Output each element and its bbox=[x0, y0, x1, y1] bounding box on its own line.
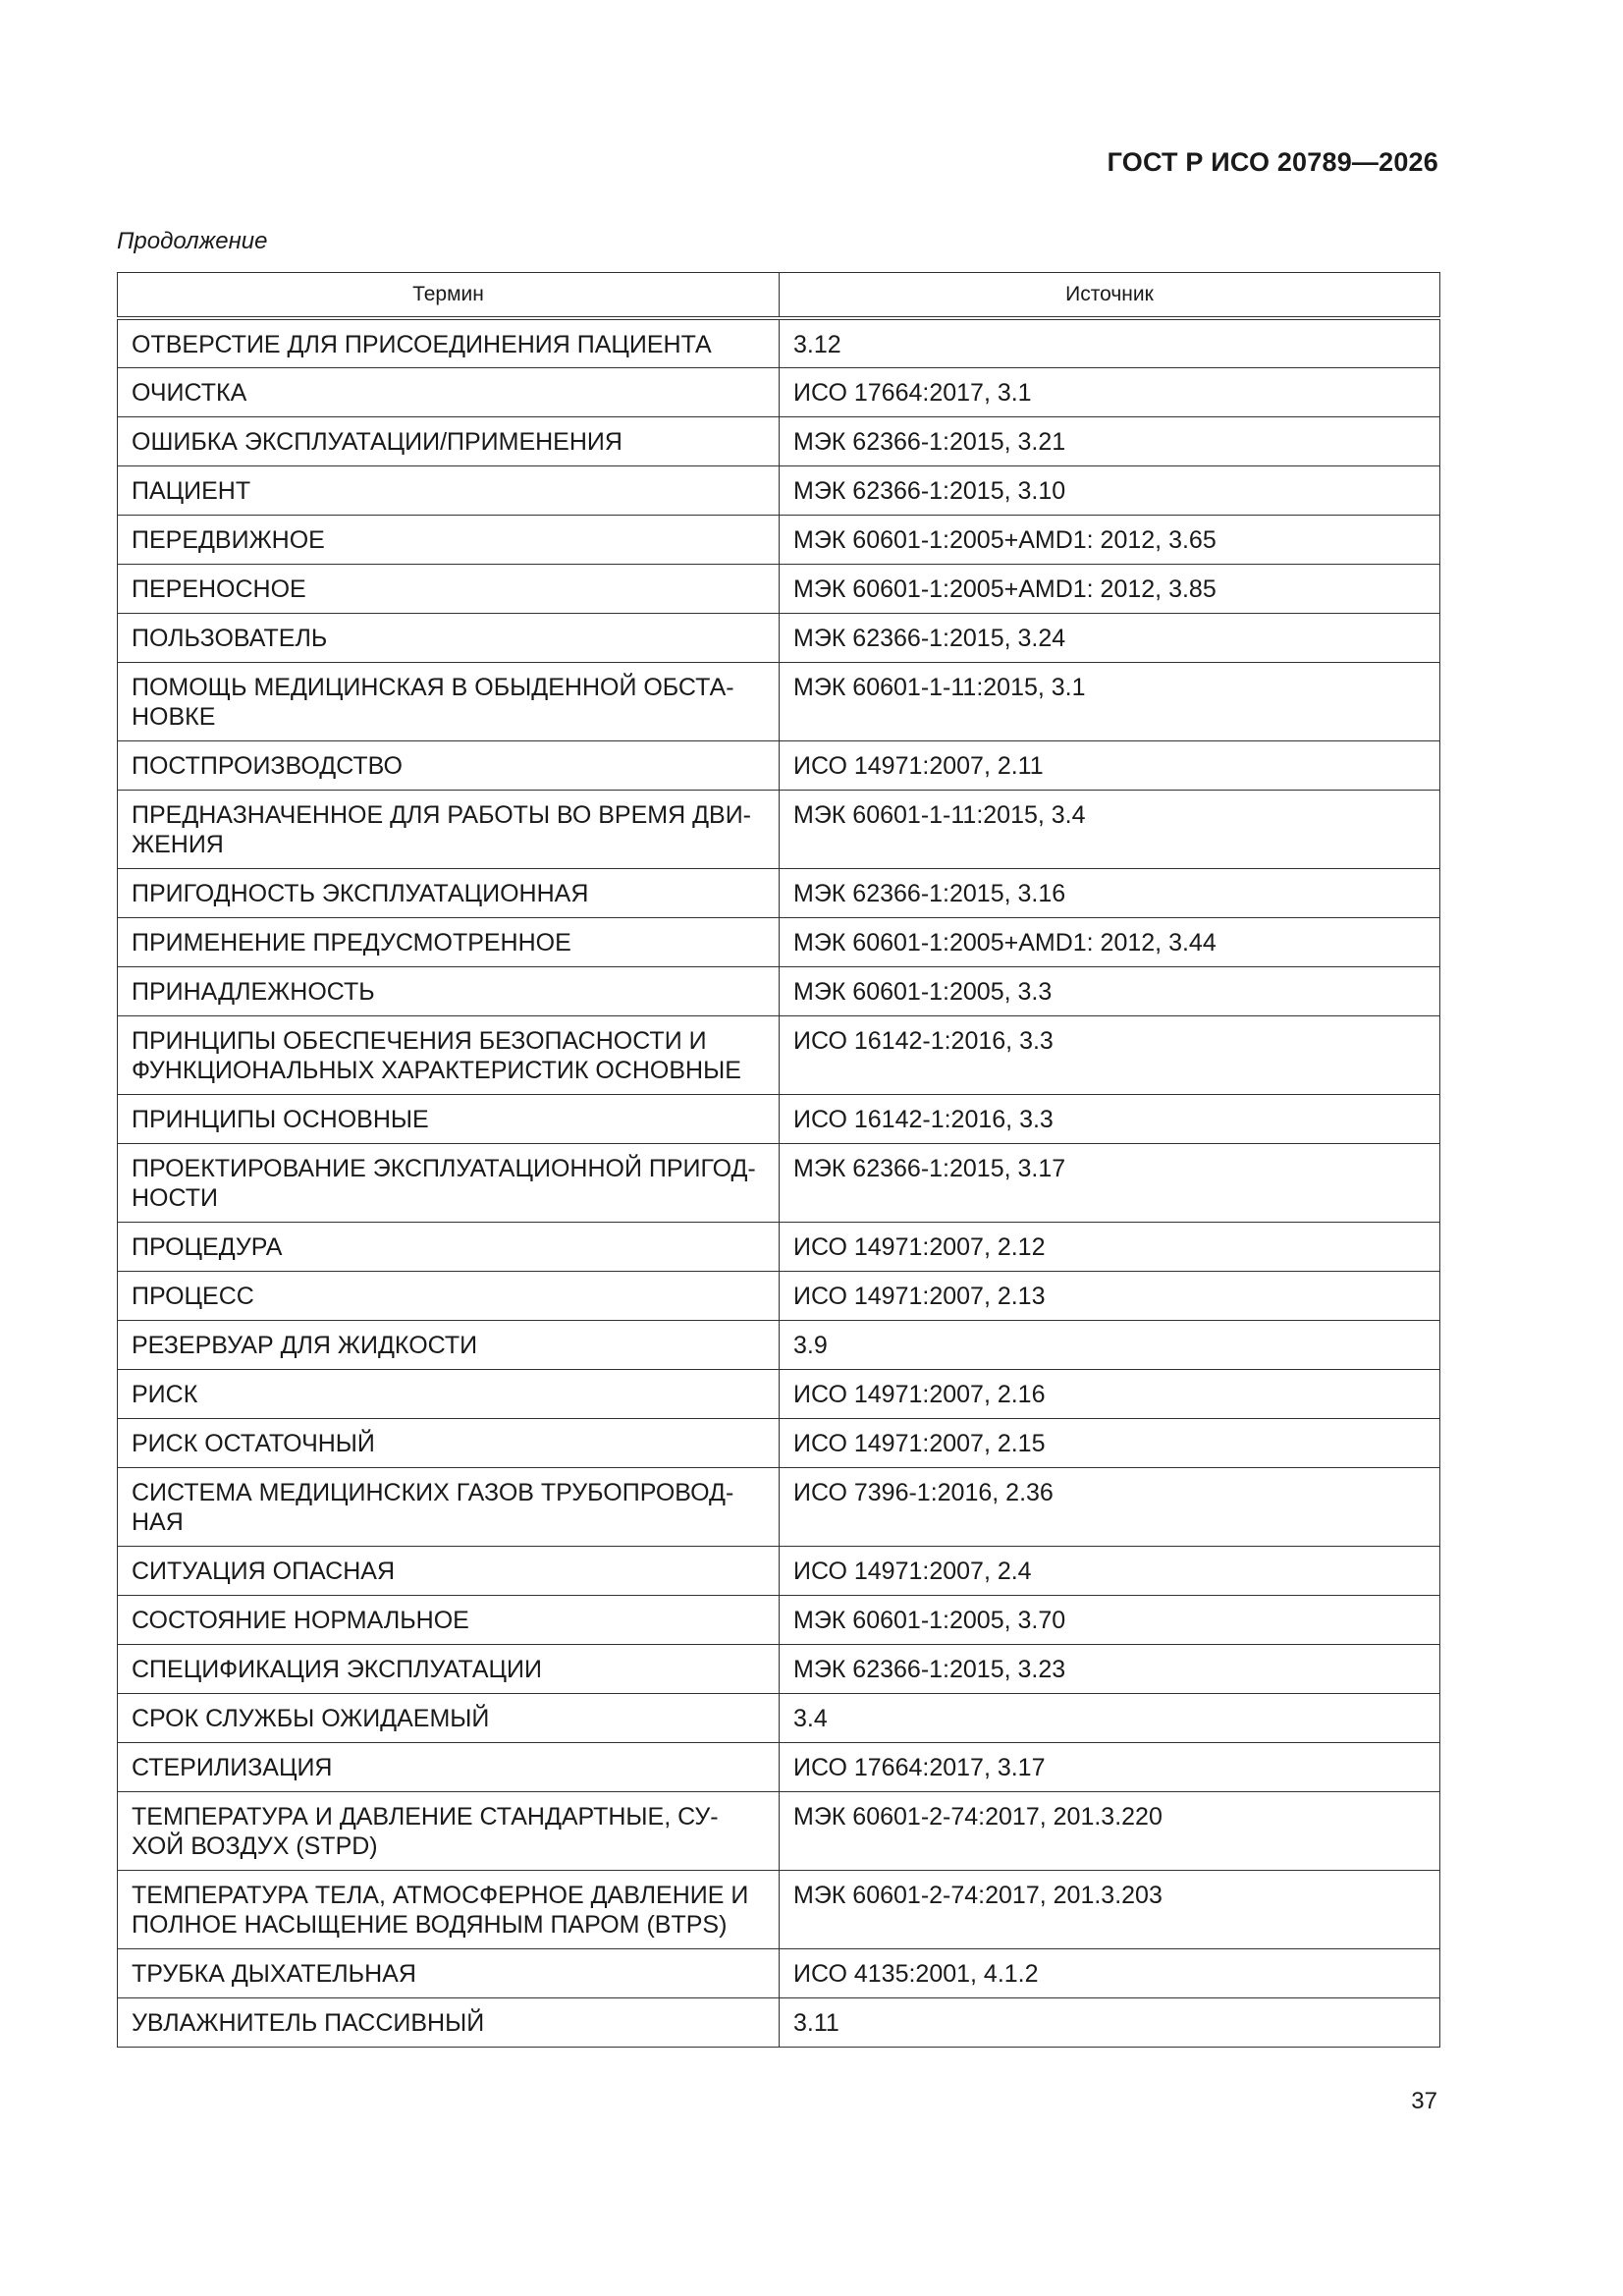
term-cell: ПРИМЕНЕНИЕ ПРЕДУСМОТРЕННОЕ bbox=[118, 917, 780, 966]
table-row bbox=[118, 917, 1440, 966]
terms-table bbox=[117, 272, 1440, 2048]
source-cell: МЭК 62366-1:2015, 3.10 bbox=[780, 465, 1440, 515]
source-cell: МЭК 60601-1:2005+AMD1: 2012, 3.85 bbox=[780, 564, 1440, 613]
table-row bbox=[118, 515, 1440, 564]
term-cell: ОШИБКА ЭКСПЛУАТАЦИИ/ПРИМЕНЕНИЯ bbox=[118, 416, 780, 465]
term-cell: ПРИНЦИПЫ ОСНОВНЫЕ bbox=[118, 1094, 780, 1143]
table-row bbox=[118, 1418, 1440, 1467]
term-line: ТЕМПЕРАТУРА И ДАВЛЕНИЕ СТАНДАРТНЫЕ, СУ- bbox=[132, 1802, 719, 1831]
source-cell: МЭК 62366-1:2015, 3.16 bbox=[780, 868, 1440, 917]
table-row bbox=[118, 868, 1440, 917]
column-header-term: Термин bbox=[118, 273, 780, 319]
term-cell bbox=[118, 1870, 780, 1948]
table-row bbox=[118, 1143, 1440, 1222]
term-cell bbox=[118, 790, 780, 868]
table-row bbox=[118, 1791, 1440, 1870]
table-row bbox=[118, 1467, 1440, 1546]
source-cell: ИСО 7396-1:2016, 2.36 bbox=[780, 1467, 1440, 1546]
table-row bbox=[118, 1222, 1440, 1271]
term-cell: ПРОЦЕСС bbox=[118, 1271, 780, 1320]
source-cell: МЭК 62366-1:2015, 3.21 bbox=[780, 416, 1440, 465]
term-line: ПРИНЦИПЫ ОБЕСПЕЧЕНИЯ БЕЗОПАСНОСТИ И bbox=[132, 1026, 707, 1055]
term-cell: СОСТОЯНИЕ НОРМАЛЬНОЕ bbox=[118, 1595, 780, 1644]
term-cell: ПЕРЕДВИЖНОЕ bbox=[118, 515, 780, 564]
source-cell: МЭК 62366-1:2015, 3.17 bbox=[780, 1143, 1440, 1222]
term-cell: ПРОЦЕДУРА bbox=[118, 1222, 780, 1271]
term-line: ХОЙ ВОЗДУХ (STPD) bbox=[132, 1831, 378, 1860]
table-row bbox=[118, 1693, 1440, 1742]
term-cell bbox=[118, 1143, 780, 1222]
table-header-row bbox=[118, 273, 1440, 319]
term-line: ТЕМПЕРАТУРА ТЕЛА, АТМОСФЕРНОЕ ДАВЛЕНИЕ И bbox=[132, 1881, 749, 1909]
term-cell: УВЛАЖНИТЕЛЬ ПАССИВНЫЙ bbox=[118, 1997, 780, 2047]
term-cell: СИТУАЦИЯ ОПАСНАЯ bbox=[118, 1546, 780, 1595]
source-cell: 3.4 bbox=[780, 1693, 1440, 1742]
table-row bbox=[118, 1015, 1440, 1094]
table-row bbox=[118, 1644, 1440, 1693]
term-line: ПРЕДНАЗНАЧЕННОЕ ДЛЯ РАБОТЫ ВО ВРЕМЯ ДВИ- bbox=[132, 800, 752, 829]
table-row bbox=[118, 740, 1440, 790]
table-row bbox=[118, 1870, 1440, 1948]
source-cell: МЭК 60601-2-74:2017, 201.3.203 bbox=[780, 1870, 1440, 1948]
page-number: 37 bbox=[1411, 2088, 1437, 2114]
term-cell: ПОСТПРОИЗВОДСТВО bbox=[118, 740, 780, 790]
term-cell: ПЕРЕНОСНОЕ bbox=[118, 564, 780, 613]
table-body bbox=[118, 318, 1440, 2047]
term-cell bbox=[118, 1791, 780, 1870]
table-row bbox=[118, 318, 1440, 367]
term-cell: РИСК bbox=[118, 1369, 780, 1418]
table-row bbox=[118, 790, 1440, 868]
term-cell bbox=[118, 1467, 780, 1546]
source-cell: ИСО 14971:2007, 2.16 bbox=[780, 1369, 1440, 1418]
term-cell: СПЕЦИФИКАЦИЯ ЭКСПЛУАТАЦИИ bbox=[118, 1644, 780, 1693]
source-cell: 3.9 bbox=[780, 1320, 1440, 1369]
term-cell bbox=[118, 1015, 780, 1094]
term-cell: ОЧИСТКА bbox=[118, 367, 780, 416]
term-cell: РЕЗЕРВУАР ДЛЯ ЖИДКОСТИ bbox=[118, 1320, 780, 1369]
term-cell: СРОК СЛУЖБЫ ОЖИДАЕМЫЙ bbox=[118, 1693, 780, 1742]
source-cell: ИСО 16142-1:2016, 3.3 bbox=[780, 1015, 1440, 1094]
source-cell: ИСО 14971:2007, 2.4 bbox=[780, 1546, 1440, 1595]
table-row bbox=[118, 416, 1440, 465]
table-row bbox=[118, 1369, 1440, 1418]
table-row bbox=[118, 1742, 1440, 1791]
term-cell bbox=[118, 662, 780, 740]
source-cell: МЭК 62366-1:2015, 3.24 bbox=[780, 613, 1440, 662]
term-line: ФУНКЦИОНАЛЬНЫХ ХАРАКТЕРИСТИК ОСНОВНЫЕ bbox=[132, 1056, 741, 1084]
term-line: НАЯ bbox=[132, 1507, 184, 1536]
term-cell: ПРИНАДЛЕЖНОСТЬ bbox=[118, 966, 780, 1015]
table-row bbox=[118, 465, 1440, 515]
table-row bbox=[118, 1948, 1440, 1997]
term-cell: ОТВЕРСТИЕ ДЛЯ ПРИСОЕДИНЕНИЯ ПАЦИЕНТА bbox=[118, 318, 780, 367]
document-code: ГОСТ Р ИСО 20789—2026 bbox=[1107, 147, 1438, 177]
source-cell: ИСО 14971:2007, 2.11 bbox=[780, 740, 1440, 790]
term-line: НОСТИ bbox=[132, 1183, 218, 1212]
source-cell: ИСО 14971:2007, 2.12 bbox=[780, 1222, 1440, 1271]
source-cell: ИСО 17664:2017, 3.1 bbox=[780, 367, 1440, 416]
source-cell: ИСО 4135:2001, 4.1.2 bbox=[780, 1948, 1440, 1997]
term-cell: РИСК ОСТАТОЧНЫЙ bbox=[118, 1418, 780, 1467]
table-row bbox=[118, 367, 1440, 416]
source-cell: МЭК 60601-1:2005, 3.70 bbox=[780, 1595, 1440, 1644]
table-row bbox=[118, 1094, 1440, 1143]
source-cell: ИСО 14971:2007, 2.13 bbox=[780, 1271, 1440, 1320]
source-cell: МЭК 60601-1:2005+AMD1: 2012, 3.65 bbox=[780, 515, 1440, 564]
continuation-label: Продолжение bbox=[117, 228, 268, 254]
term-cell: ТРУБКА ДЫХАТЕЛЬНАЯ bbox=[118, 1948, 780, 1997]
source-cell: ИСО 16142-1:2016, 3.3 bbox=[780, 1094, 1440, 1143]
term-line: СИСТЕМА МЕДИЦИНСКИХ ГАЗОВ ТРУБОПРОВОД- bbox=[132, 1478, 734, 1506]
source-cell: МЭК 60601-1:2005+AMD1: 2012, 3.44 bbox=[780, 917, 1440, 966]
table-row bbox=[118, 613, 1440, 662]
term-cell: ПОЛЬЗОВАТЕЛЬ bbox=[118, 613, 780, 662]
term-cell: ПАЦИЕНТ bbox=[118, 465, 780, 515]
term-line: ЖЕНИЯ bbox=[132, 830, 224, 858]
term-cell: СТЕРИЛИЗАЦИЯ bbox=[118, 1742, 780, 1791]
source-cell: ИСО 17664:2017, 3.17 bbox=[780, 1742, 1440, 1791]
table-row bbox=[118, 966, 1440, 1015]
source-cell: МЭК 60601-1:2005, 3.3 bbox=[780, 966, 1440, 1015]
column-header-source: Источник bbox=[780, 273, 1440, 319]
table-row bbox=[118, 1595, 1440, 1644]
term-cell: ПРИГОДНОСТЬ ЭКСПЛУАТАЦИОННАЯ bbox=[118, 868, 780, 917]
table-row bbox=[118, 1320, 1440, 1369]
table-row bbox=[118, 662, 1440, 740]
source-cell: 3.11 bbox=[780, 1997, 1440, 2047]
table-row bbox=[118, 1997, 1440, 2047]
table-row bbox=[118, 564, 1440, 613]
term-line: ПОМОЩЬ МЕДИЦИНСКАЯ В ОБЫДЕННОЙ ОБСТА- bbox=[132, 673, 734, 701]
source-cell: 3.12 bbox=[780, 318, 1440, 367]
source-cell: МЭК 60601-1-11:2015, 3.4 bbox=[780, 790, 1440, 868]
source-cell: МЭК 62366-1:2015, 3.23 bbox=[780, 1644, 1440, 1693]
table-row bbox=[118, 1271, 1440, 1320]
term-line: НОВКЕ bbox=[132, 702, 216, 731]
source-cell: ИСО 14971:2007, 2.15 bbox=[780, 1418, 1440, 1467]
term-line: ПОЛНОЕ НАСЫЩЕНИЕ ВОДЯНЫМ ПАРОМ (BTPS) bbox=[132, 1910, 728, 1939]
term-line: ПРОЕКТИРОВАНИЕ ЭКСПЛУАТАЦИОННОЙ ПРИГОД- bbox=[132, 1154, 756, 1182]
source-cell: МЭК 60601-1-11:2015, 3.1 bbox=[780, 662, 1440, 740]
table-row bbox=[118, 1546, 1440, 1595]
source-cell: МЭК 60601-2-74:2017, 201.3.220 bbox=[780, 1791, 1440, 1870]
